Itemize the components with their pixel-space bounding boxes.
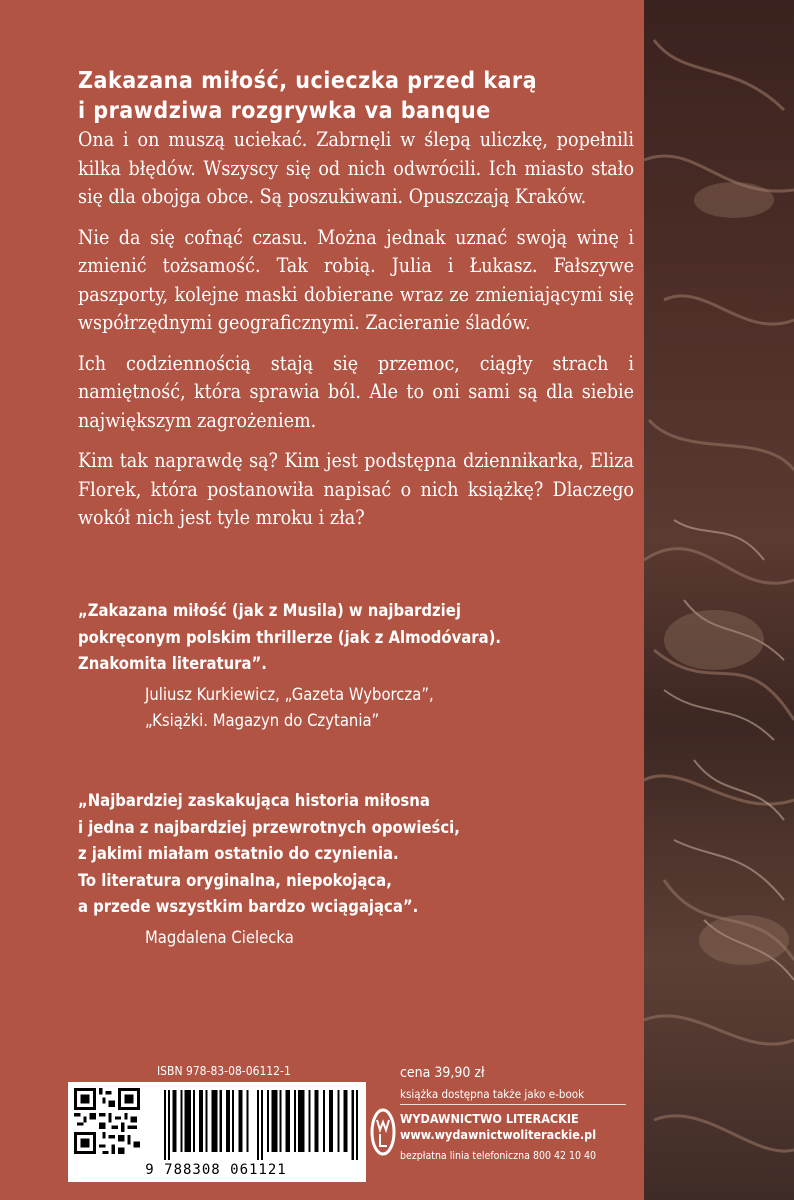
quote-1-line-2: pokręconym polskim thrillerze (jak z Almodóvara). [78,627,502,647]
quote-2 [78,788,460,951]
blurb-paragraph-4: Kim tak naprawdę są? Kim jest podstępna dziennikarka, Eliza Florek, która postanowiła napisać o nich książkę? Dlaczego wokół nich jest tyle mroku i zła? [78,449,634,529]
quote-2-line-3: z jakimi miałam ostatnio do czynienia. [78,844,399,863]
blurb-paragraph-2: Nie da się cofnąć czasu. Można jednak uznać swoją winę i zmienić tożsamość. Tak robią. Julia i Łukasz. Fałszywe paszporty, kolejne maski dobierane wraz ze zmieniającymi się współrzędnymi geograficznymi. Zacieranie śladów. [78,225,634,334]
quote-1 [78,598,501,735]
publisher-website: www.wydawnictwoliterackie.pl [400,1127,597,1142]
quote-2-line-2: i jedna z najbardziej przewrotnych opowieści, [78,817,460,837]
divider [400,1104,626,1105]
ebook-note: książka dostępna także jako e-book [400,1087,585,1101]
barcode-box [68,1082,366,1182]
quote-2-line-4: To literatura oryginalna, niepokojąca, [78,870,392,890]
price: cena 39,90 zł [400,1065,485,1081]
quote-1-line-1: „Zakazana miłość (jak z Musila) w najbardziej [78,601,461,620]
barcode-icon [164,1090,360,1160]
blurb-paragraph-3: Ich codziennością stają się przemoc, ciągły strach i namiętność, która sprawia ból. Ale to oni sami są dla siebie największym zagrożeniem. [78,351,634,432]
quote-1-line-3: Znakomita literatura”. [78,654,267,673]
barcode-digits: 9 788308 061121 [145,1162,287,1178]
publisher-phone: bezpłatna linia telefoniczna 800 42 10 40 [400,1150,597,1162]
quote-2-line-1: „Najbardziej zaskakująca historia miłosna [78,791,430,810]
isbn: ISBN 978-83-08-06112-1 [157,1064,291,1078]
quote-2-text [78,788,460,921]
quote-1-author-line-2: „Książki. Magazyn do Czytania” [145,711,380,730]
quote-1-text [78,598,501,678]
headline [78,66,638,126]
quote-1-author-line-1: Juliusz Kurkiewicz, „Gazeta Wyborcza”, [145,684,434,704]
price-block [400,1064,626,1163]
quote-2-author-line-1: Magdalena Cielecka [145,927,294,947]
headline-line-1: Zakazana miłość, ucieczka przed karą [78,68,538,94]
wl-logo-icon [368,1106,398,1158]
quote-1-author [145,682,501,735]
quote-2-author [145,925,460,952]
cover-painting [644,0,794,1200]
headline-line-2: i prawdziwa rozgrywka va banque [78,98,491,124]
painting-strokes-icon [644,0,794,1200]
blurb [78,126,634,545]
qr-code-icon [74,1088,140,1154]
quote-2-line-5: a przede wszystkim bardzo wciągająca”. [78,897,419,916]
blurb-paragraph-1: Ona i on muszą uciekać. Zabrnęli w ślepą uliczkę, popełnili kilka błędów. Wszyscy się od nich odwrócili. Ich miasto stało się dla obojga obce. Są poszukiwani. Opuszczają Kraków. [78,128,634,208]
publisher-name: WYDAWNICTWO LITERACKIE [400,1111,579,1126]
